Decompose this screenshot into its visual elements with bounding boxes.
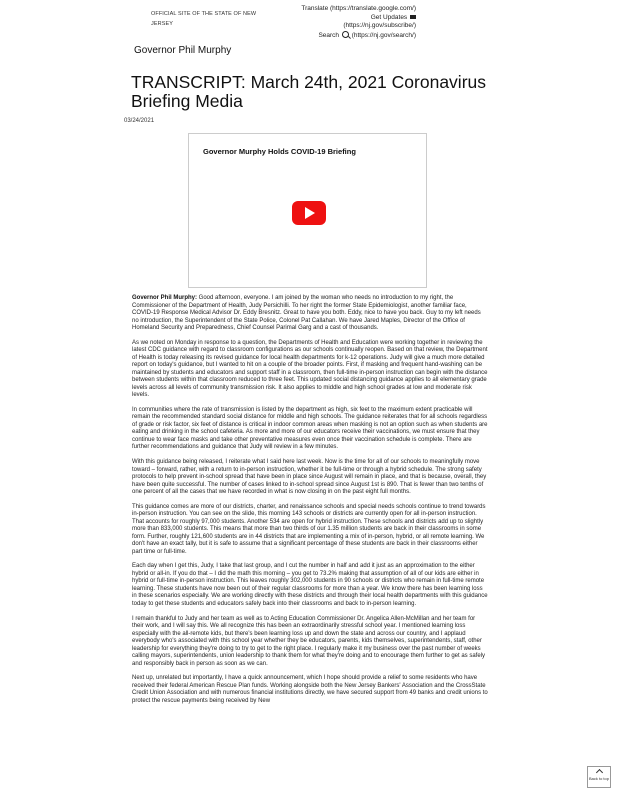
get-updates-link[interactable] [301, 14, 416, 23]
search-url: (https://nj.gov/search/) [351, 31, 416, 39]
translate-link[interactable]: Translate (https://translate.google.com/) [301, 5, 416, 12]
governor-link[interactable]: Governor Phil Murphy [134, 45, 232, 56]
transcript-paragraph: Each day when I get this, Judy, I take that last group, and I cut the number in half and add it just as an approximation to the either hybrid or all-in. If you do that – I did the math this morning – you get to 73.2% making that assumption of all of our kids are either in hybrid or full-time in-person instruction. This leaves roughly 302,000 students in 90 schools or districts who remain in full-time remote learning. These students have now been out of their regular classrooms for more than a year. We know there has been learning loss in these scenarios especially. We are working directly with these districts and through their local health departments with this guidance today to get these students and educators safely back into their classrooms and back to in-person learning. [132, 563, 488, 607]
header-links [301, 5, 416, 40]
transcript-paragraph: In communities where the rate of transmission is listed by the department as high, six feet to the maximum extent practicable will remain the recommended standard social distance for middle and high schools. The guidance reiterates that for all schools regardless of grade or risk factor, six feet of distance is critical in indoor common areas when masking is not an option such as when students are eating and drinking in the school cafeteria. As more and more of our educators receive their vaccinations, we must ensure that they continue to wear face masks and take other preventative measures even once their vaccination schedule is complete. There are further recommendations and guidance that Judy will review in a few minutes. [132, 406, 488, 451]
search-icon [342, 31, 349, 38]
back-to-top-button[interactable] [587, 766, 611, 788]
transcript-paragraph: With this guidance being released, I reiterate what I said here last week. Now is the time for all of our schools to meaningfully move toward – forward, rather, with a return to in-person instruction, whether it be full-time or through a hybrid schedule. The strong safety protocols to help prevent in-school spread that have been in place since August will remain in place, and that is because, overall, they have been quite successful. The number of cases linked to in-school spread since August 1st is 890. That is fewer than two tenths of one percent of all the cases that we have recorded in what is now closing in on the past eight full months. [132, 459, 487, 496]
transcript-paragraph: I remain thankful to Judy and her team as well as to Acting Education Commissioner Dr. Angelica Allen-McMillan and her team for their work, and I will say this. We all recognize this has been an extraordinarily stressful school year. I mentioned learning loss especially with the all-remote kids, but there's been learning loss up and down the state and across our country, and I applaud everybody who's associated with this school year whether they be educators, parents, kids themselves, superintendents, staff, other leadership for everything they're doing to try to get to the right place. I regularly make it my business over the past number of weeks calling mayors, superintendents, union leadership to thank them for what they're doing and to encourage them further to get as safely and responsibly back in person as soon as we can. [132, 615, 486, 667]
speaker-name: Governor Phil Murphy: [132, 295, 198, 301]
page-title: TRANSCRIPT: March 24th, 2021 Coronavirus Briefing Media [131, 72, 486, 111]
transcript-paragraph: As we noted on Monday in response to a question, the Departments of Health and Education were working together in reviewing the latest CDC guidance with regard to classroom configurations as our schools continually reopen. Based on that review, the Department of Health is today releasing its revised guidance for local health departments for k-12 operations. Judy will give a much more detailed report on today's guidance, but I wanted to hit on a couple of the broader points. First, if masking and frequent hand-washing can be maintained by students and educators and support staff in a classroom, then full-time in-person instruction can begin with the distance between students within that classroom reduced to three feet. This updated social distancing guidance applies to all elementary grade levels across all levels of community transmission risk. It also applies to middle and high school grades at low and moderate risk levels. [132, 339, 488, 399]
youtube-play-icon[interactable] [292, 201, 326, 225]
back-to-top-label: Back to top [588, 776, 609, 781]
chevron-up-icon [595, 769, 602, 776]
site-header [0, 0, 618, 40]
publish-date: 03/24/2021 [124, 118, 155, 124]
transcript-paragraph: Governor Phil Murphy: Good afternoon, everyone. I am joined by the woman who needs no introduction to my right, the Commissioner of the Department of Health, Judy Persichilli. To her right the former State Epidemiologist, another familiar face, COVID-19 Response Medical Advisor Dr. Eddy Bresnitz. Great to have you both. Eddy, nice to have you back. Guy to my left needs no introduction, the Superintendent of the State Police, Colonel Pat Callahan. We have Jared Maples, Director of the Office of Homeland Security and Preparedness, Chief Counsel Parimal Garg and a cast of thousands. [132, 295, 481, 331]
envelope-icon [410, 15, 416, 19]
get-updates-label: Get Updates [370, 13, 408, 21]
search-link[interactable] [301, 31, 416, 41]
transcript-body [132, 295, 488, 713]
get-updates-url[interactable]: (https://nj.gov/subscribe/) [343, 22, 416, 29]
video-embed[interactable] [188, 133, 427, 288]
transcript-paragraph: Next up, unrelated but importantly, I have a quick announcement, which I hope should provide a relief to some residents who have received their federal American Rescue Plan funds. Working alongside both the New Jersey Bankers' Association and the CrossState Credit Union Association and with numerous financial institutions directly, we have secured support from 49 banks and credit unions to protect the rescue payments being received by New [132, 675, 488, 704]
transcript-paragraph: This guidance comes are more of our districts, charter, and renaissance schools and special needs schools continue to trend towards in-person instruction. You can see on the slide, this morning 143 schools or districts are currently open for all in-person instruction. That accounts for roughly 97,000 students. Another 534 are open for hybrid instruction. These schools and districts add up to slightly more than 833,000 students. This means that more than two thirds of our 1.35 million students are back in their classrooms in some form. Further, roughly 121,600 students are in 44 districts that are implementing a mix of in-person, hybrid, or all remote learning. We don't have an exact tally, but it is safe to assume that a significant percentage of these students are back in their classrooms either part time or full-time. [132, 503, 486, 555]
video-title: Governor Murphy Holds COVID-19 Briefing [203, 147, 356, 156]
search-label: Search [318, 31, 340, 39]
official-site-label: OFFICIAL SITE OF THE STATE OF NEW JERSEY [151, 11, 257, 27]
